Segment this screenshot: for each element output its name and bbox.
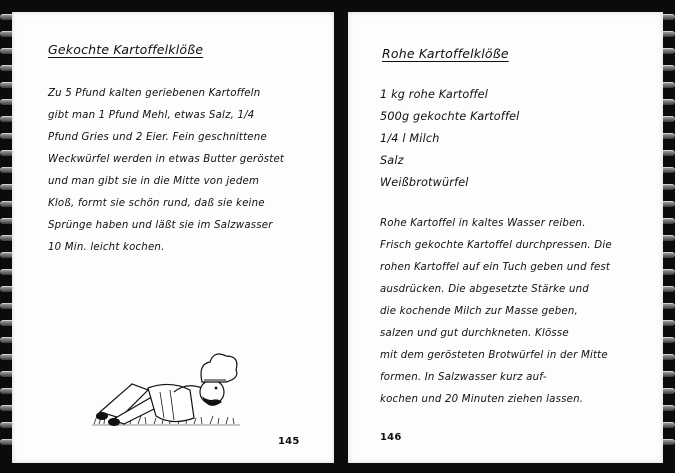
right-body-line: formen. In Salzwasser kurz auf- — [380, 372, 547, 383]
ingredient-item: 1/4 l Milch — [380, 132, 440, 145]
ingredient-item: Weißbrotwürfel — [380, 176, 469, 189]
left-body-line: 10 Min. leicht kochen. — [48, 242, 165, 253]
left-body-line: Zu 5 Pfund kalten geriebenen Kartoffeln — [48, 88, 261, 99]
left-body-line: Kloß, formt sie schön rund, daß sie keine — [48, 198, 265, 209]
left-recipe-title: Gekochte Kartoffelklöße — [48, 42, 204, 57]
right-body-line: salzen und gut durchkneten. Klösse — [380, 328, 569, 339]
right-page — [348, 12, 663, 463]
right-body-line: rohen Kartoffel auf ein Tuch geben und fest — [380, 262, 611, 273]
right-body-line: mit dem gerösteten Brotwürfel in der Mitte — [380, 350, 608, 361]
ingredient-item: 500g gekochte Kartoffel — [380, 110, 520, 123]
left-body-line: Sprünge haben und läßt sie im Salzwasser — [48, 220, 273, 231]
left-body-line: Weckwürfel werden in etwas Butter geröstet — [48, 154, 285, 165]
left-body-line: gibt man 1 Pfund Mehl, etwas Salz, 1/4 — [48, 110, 255, 121]
left-body-line: und man gibt sie in die Mitte von jedem — [48, 176, 260, 187]
left-page — [12, 12, 334, 463]
ingredient-item: Salz — [380, 154, 404, 167]
right-body-line: kochen und 20 Minuten ziehen lassen. — [380, 394, 584, 405]
right-body-line: Frisch gekochte Kartoffel durchpressen. Die — [380, 240, 612, 251]
ingredient-item: 1 kg rohe Kartoffel — [380, 88, 489, 101]
right-body-line: die kochende Milch zur Masse geben, — [380, 306, 578, 317]
reclining-chef-icon — [90, 342, 260, 432]
page-number: 145 — [278, 436, 300, 447]
left-body-line: Pfund Gries und 2 Eier. Fein geschnittene — [48, 132, 267, 143]
page-number: 146 — [380, 432, 402, 443]
right-recipe-title: Rohe Kartoffelklöße — [382, 46, 509, 61]
right-body-line: ausdrücken. Die abgesetzte Stärke und — [380, 284, 589, 295]
right-body-line: Rohe Kartoffel in kaltes Wasser reiben. — [380, 218, 586, 229]
